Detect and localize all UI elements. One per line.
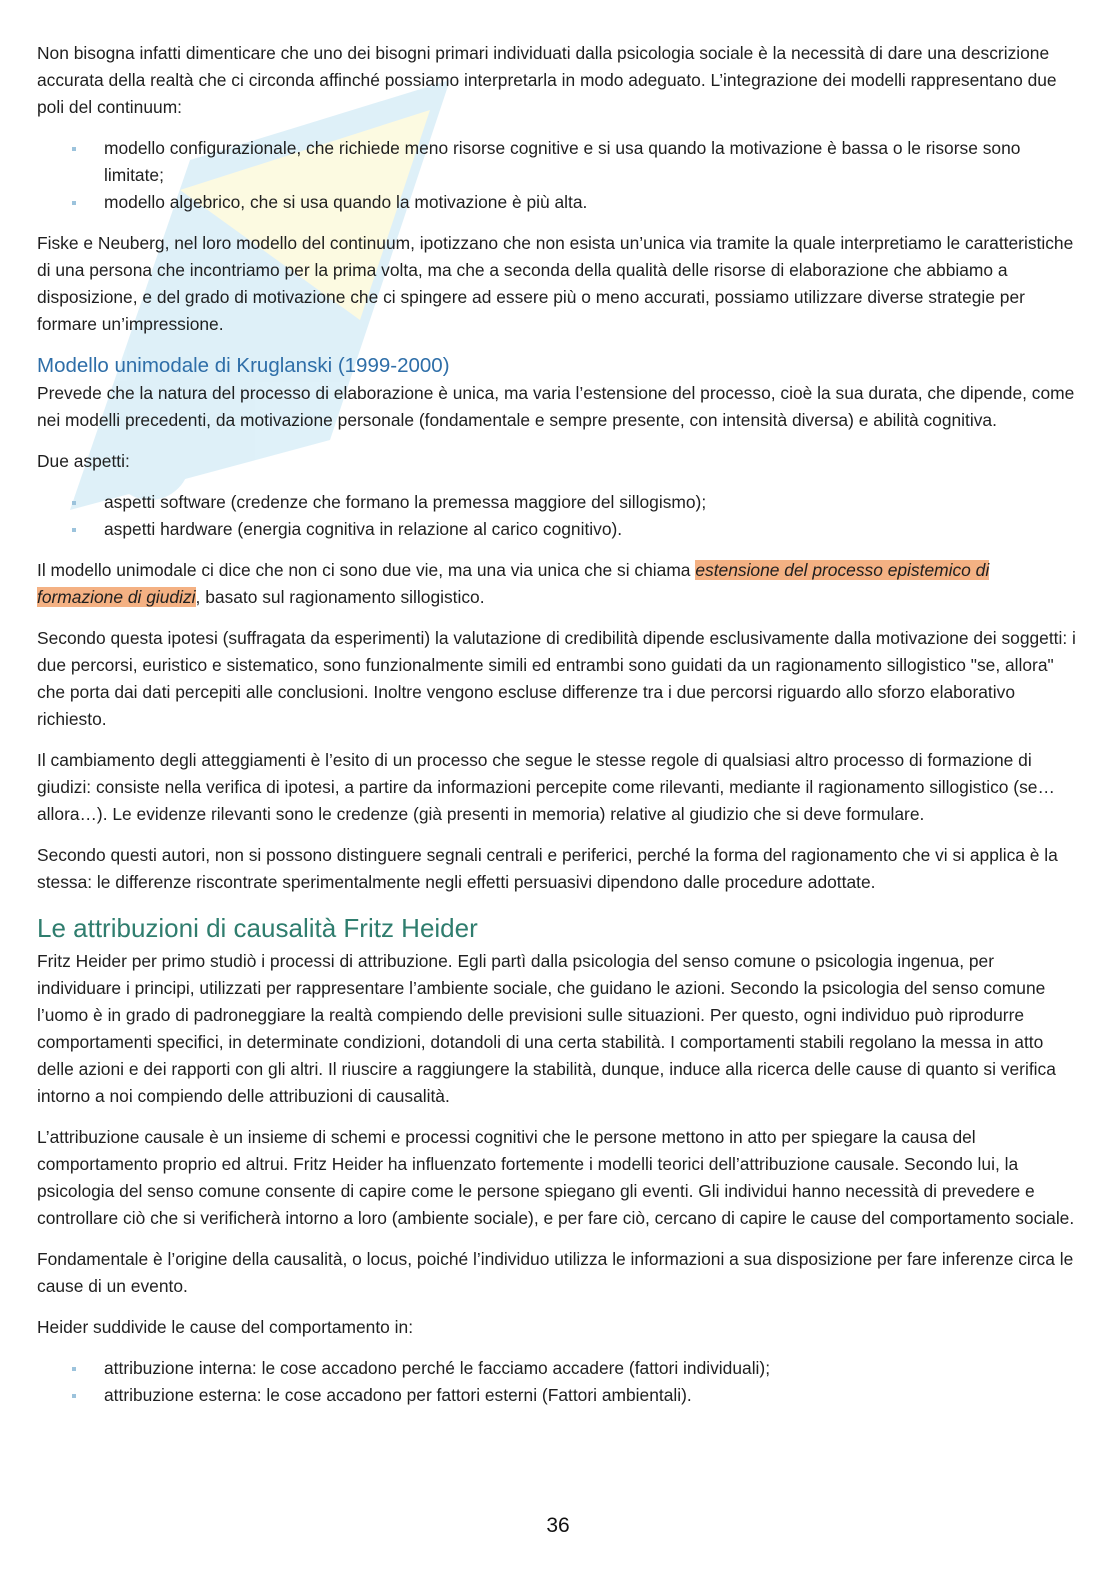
paragraph-unimodal — [37, 557, 1079, 611]
paragraph: Secondo questa ipotesi (suffragata da esperimenti) la valutazione di credibilità dipende esclusivamente dalla motivazione dei soggetti: i due percorsi, euristico e sistematico, sono funzionalmente simili ed entrambi sono guidati da un ragionamento sillogistico "se, allora" che porta dai dati percepiti alle conclusioni. Inoltre vengono escluse differenze tra i due percorsi riguardo allo sforzo elaborativo richiesto. — [37, 628, 1076, 729]
paragraph: Due aspetti: — [37, 451, 130, 471]
highlighted-term: estensione del processo epistemico di formazione di giudizi — [37, 560, 990, 607]
paragraph: Prevede che la natura del processo di elaborazione è unica, ma varia l’estensione del processo, cioè la sua durata, che dipende, come nei modelli precedenti, da motivazione personale (fondamentale e sempre presente, con intensità diversa) e abilità cognitiva. — [37, 383, 1075, 430]
heading-kruglanski: Modello unimodale di Kruglanski (1999-2000) — [37, 354, 450, 377]
text-run: Il modello unimodale ci dice che non ci sono due vie, ma una via unica che si chiama — [37, 560, 696, 580]
bullet-list-models — [37, 135, 1079, 216]
list-item: aspetti hardware (energia cognitiva in relazione al carico cognitivo). — [37, 516, 1079, 543]
list-item: attribuzione interna: le cose accadono perché le facciamo accadere (fattori individuali); — [37, 1355, 1079, 1382]
paragraph: Heider suddivide le cause del comportamento in: — [37, 1317, 414, 1337]
list-item: modello configurazionale, che richiede meno risorse cognitive e si usa quando la motivazione è bassa o le risorse sono limitate; — [37, 135, 1079, 189]
list-item: attribuzione esterna: le cose accadono per fattori esterni (Fattori ambientali). — [37, 1382, 1079, 1409]
page-number: 36 — [546, 1514, 570, 1537]
paragraph: L’attribuzione causale è un insieme di schemi e processi cognitivi che le persone mettono in atto per spiegare la causa del comportamento proprio ed altrui. Fritz Heider ha influenzato fortemente i modelli teorici dell’attribuzione causale. Secondo lui, la psicologia del senso comune consente di capire come le persone spiegano gli eventi. Gli individui hanno necessità di prevedere e controllare ciò che si verificherà intorno a loro (ambiente sociale), e per fare ciò, cercano di capire le cause del comportamento sociale. — [37, 1127, 1075, 1228]
paragraph: Secondo questi autori, non si possono distinguere segnali centrali e periferici, perché la forma del ragionamento che vi si applica è la stessa: le differenze riscontrate sperimentalmente negli effetti persuasivi dipendono dalle procedure adottate. — [37, 845, 1058, 892]
text-run: , basato sul ragionamento sillogistico. — [195, 587, 485, 607]
document-page — [37, 40, 1079, 1409]
heading-heider: Le attribuzioni di causalità Fritz Heider — [37, 913, 478, 943]
list-item: modello algebrico, che si usa quando la motivazione è più alta. — [37, 189, 1079, 216]
list-item: aspetti software (credenze che formano la premessa maggiore del sillogismo); — [37, 489, 1079, 516]
paragraph: Fiske e Neuberg, nel loro modello del continuum, ipotizzano che non esista un’unica via tramite la quale interpretiamo le caratteristiche di una persona che incontriamo per la prima volta, ma che a seconda della qualità delle risorse di elaborazione che abbiamo a disposizione, e del grado di motivazione che ci spingere ad essere più o meno accurati, possiamo utilizzare diverse strategie per formare un’impressione. — [37, 233, 1074, 334]
bullet-list-aspects — [37, 489, 1079, 543]
paragraph: Fritz Heider per primo studiò i processi di attribuzione. Egli partì dalla psicologia del senso comune o psicologia ingenua, per individuare i principi, utilizzati per rappresentare l’ambiente sociale, che guidano le azioni. Secondo la psicologia del senso comune l’uomo è in grado di padroneggiare la realtà compiendo delle previsioni sulle situazioni. Per questo, ogni individuo può riprodurre comportamenti specifici, in determinate condizioni, dotandoli di una certa stabilità. I comportamenti stabili regolano la messa in atto delle azioni e dei rapporti con gli altri. Il riuscire a raggiungere la stabilità, dunque, induce alla ricerca delle cause di quanto si verifica intorno a noi compiendo delle attribuzioni di causalità. — [37, 951, 1056, 1106]
paragraph: Fondamentale è l’origine della causalità, o locus, poiché l’individuo utilizza le informazioni a sua disposizione per fare inferenze circa le cause di un evento. — [37, 1249, 1074, 1296]
bullet-list-attributions — [37, 1355, 1079, 1409]
paragraph: Non bisogna infatti dimenticare che uno dei bisogni primari individuati dalla psicologia sociale è la necessità di dare una descrizione accurata della realtà che ci circonda affinché possiamo interpretarla in modo adeguato. L’integrazione dei modelli rappresentano due poli del continuum: — [37, 43, 1057, 117]
paragraph: Il cambiamento degli atteggiamenti è l’esito di un processo che segue le stesse regole di qualsiasi altro processo di formazione di giudizi: consiste nella verifica di ipotesi, a partire da informazioni percepite come rilevanti, mediante il ragionamento sillogistico (se… allora…). Le evidenze rilevanti sono le credenze (già presenti in memoria) relative al giudizio che si deve formulare. — [37, 750, 1055, 824]
